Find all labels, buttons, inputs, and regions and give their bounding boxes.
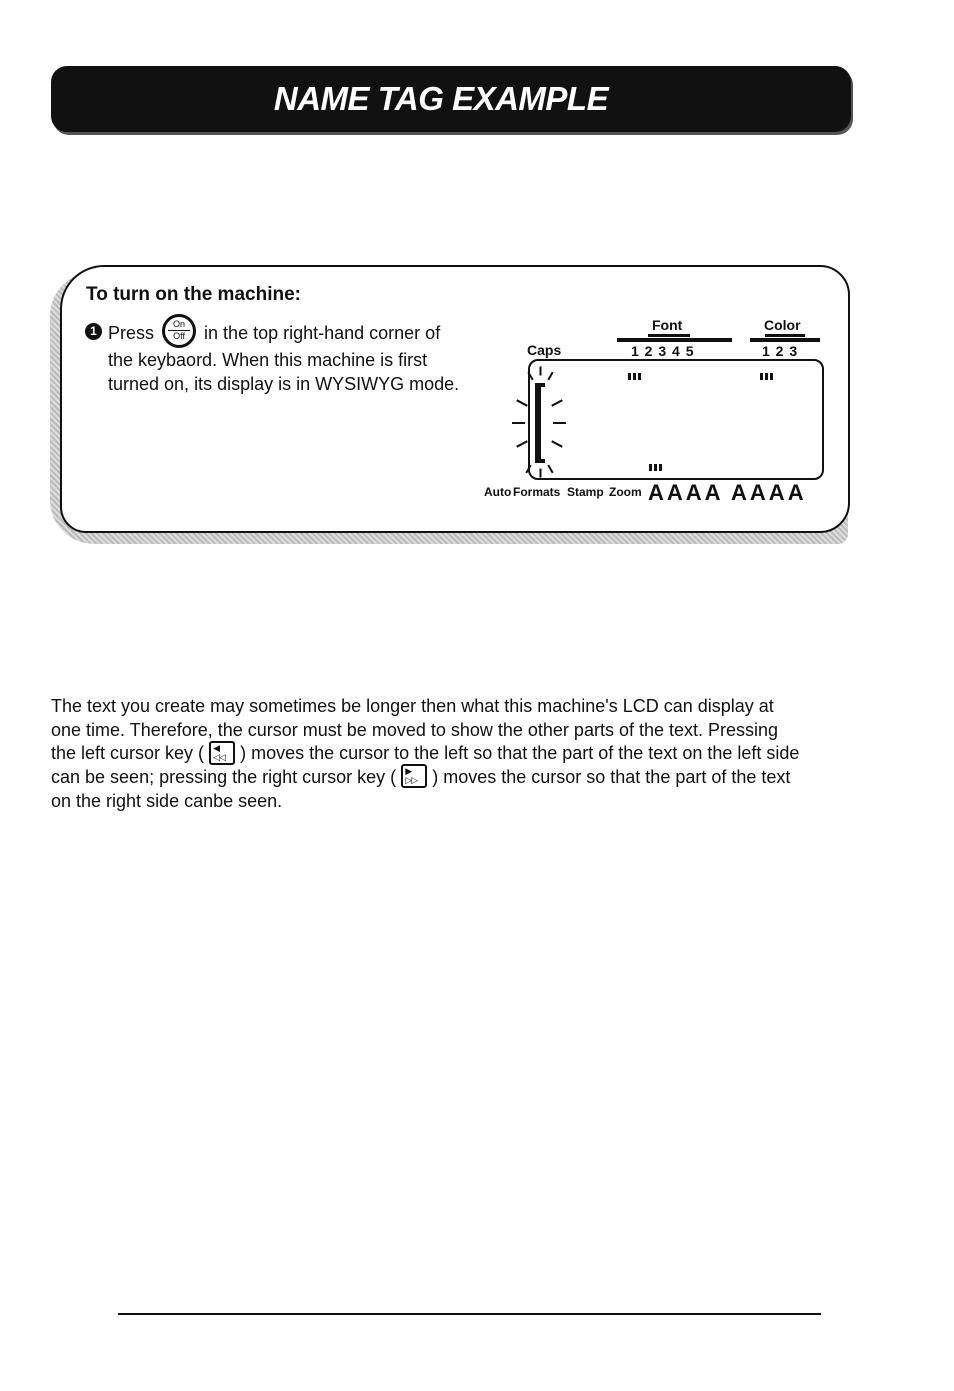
font-style-samples: AAAA AAAA: [648, 480, 807, 505]
font-numbers: 1 2 3 4 5: [631, 343, 694, 359]
right-cursor-key-icon: [401, 764, 427, 788]
instruction-heading: To turn on the machine:: [86, 284, 301, 305]
lcd-screen: [528, 359, 824, 480]
left-cursor-key-bottom: ◁◁: [213, 751, 225, 762]
color-label: Color: [764, 317, 801, 333]
cursor-flash-tick: [553, 422, 566, 424]
paragraph-line-2: one time. Therefore, the cursor must be moved to show the other parts of the text. Pressing: [51, 719, 779, 740]
on-off-key-top-label: On: [173, 319, 186, 329]
left-cursor-key-top: ◀: [213, 742, 220, 753]
paragraph-line-4-pre: can be seen; pressing the right cursor key (: [51, 767, 397, 788]
font-indicator-mark: [628, 373, 642, 380]
color-numbers: 1 2 3: [762, 343, 798, 359]
color-indicator-mark: [760, 373, 774, 380]
paragraph-line-4: [51, 766, 861, 790]
step-line-2: the keybaord. When this machine is first: [108, 350, 428, 370]
font-indicator-bar: [617, 338, 732, 342]
paragraph-line-1: The text you create may sometimes be longer then what this machine's LCD can display at: [51, 696, 774, 716]
paragraph-line-5: on the right side canbe seen.: [51, 790, 283, 811]
step-line-1-post: in the top right-hand corner of: [204, 322, 441, 343]
right-cursor-key-top: ▶: [405, 766, 413, 777]
stamp-label: Stamp: [567, 485, 604, 499]
paragraph-line-3-pre: the left cursor key (: [51, 743, 205, 764]
font-label-bar: [648, 334, 690, 337]
format-indicator-mark: [649, 464, 663, 471]
left-cursor-key-icon: [209, 741, 235, 765]
title-banner: [51, 66, 851, 132]
page-title: NAME TAG EXAMPLE: [273, 80, 609, 117]
color-label-bar: [765, 334, 805, 337]
cursor-flash-tick: [512, 422, 525, 424]
zoom-label: Zoom: [609, 485, 642, 499]
formats-label: Formats: [513, 485, 561, 499]
step-number-badge: 1: [85, 323, 102, 340]
auto-label: Auto: [484, 485, 512, 499]
paragraph-line-3-post: ) moves the cursor to the left so that the part of the text on the left side: [240, 743, 800, 764]
step-line-1-pre: Press: [108, 322, 155, 343]
lcd-cursor-top-cap: [535, 383, 545, 387]
right-cursor-key-bottom: ▷▷: [405, 775, 418, 786]
footer-rule: [118, 1313, 821, 1315]
step-line-3: turned on, its display is in WYSIWYG mode.: [108, 374, 460, 394]
lcd-cursor: [535, 383, 541, 463]
step-line-1: [108, 320, 508, 348]
paragraph-line-4-post: ) moves the cursor so that the part of the text: [432, 767, 791, 788]
step-text: [108, 320, 508, 396]
body-paragraph: [51, 695, 861, 814]
color-indicator-bar: [750, 338, 820, 342]
caps-label: Caps: [527, 342, 562, 358]
on-off-key-icon: [162, 314, 196, 348]
cursor-flash-tick: [540, 469, 542, 478]
lcd-cursor-bottom-cap: [535, 459, 545, 463]
cursor-flash-tick: [540, 367, 542, 376]
font-label: Font: [652, 317, 683, 333]
on-off-key-bottom-label: Off: [168, 330, 190, 341]
paragraph-line-3: [51, 742, 861, 766]
